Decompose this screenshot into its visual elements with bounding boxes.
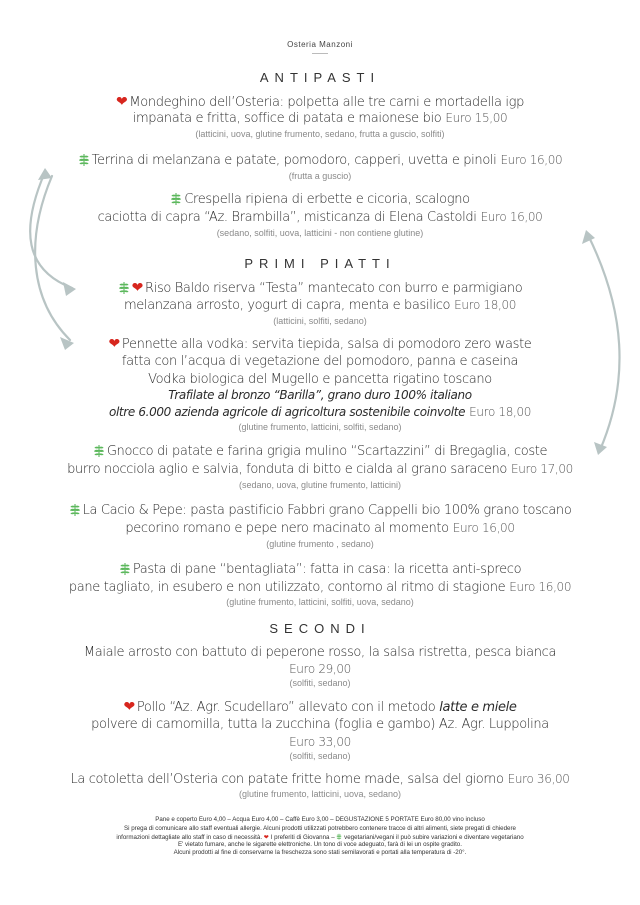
dish-text: Gnocco di patate e farina grigia mulino “Scartazzini” di Bregaglia, coste — [106, 444, 548, 459]
dish-text-italic: latte e miele — [439, 700, 517, 715]
antipasti-item1-line1 — [0, 94, 640, 110]
allergens: (frutta a guscio) — [288, 171, 352, 181]
dish-text: impanata e fritta, soffice di patata e maionese bio — [132, 111, 442, 126]
heart-icon: ❤ — [123, 699, 135, 715]
allergens: (latticini, solfiti, sedano) — [273, 316, 367, 326]
antipasti-item1-line2 — [0, 111, 640, 126]
dish-text: pane tagliato, in esubero e non utilizzato, contorno al ritmo di stagione — [68, 580, 506, 595]
dish-text: Mondeghino dell’Osteria: polpetta alle tre carni e mortadella igp — [129, 95, 524, 110]
leaf-icon — [78, 153, 90, 166]
allergens: (latticini, uova, glutine frumento, sedano, frutta a guscio, solfiti) — [195, 129, 445, 139]
secondi-item3-line1 — [0, 772, 640, 787]
dish-text: Crespella ripiena di erbette e cicoria, scalogno — [184, 192, 470, 207]
dish-text: La Cacio & Pepe: pasta pastificio Fabbri grano Cappelli bio 100% grano toscano — [82, 503, 572, 518]
primi-item2-line5 — [0, 405, 640, 419]
dish-text: Pollo “Az. Agr. Scudellaro” allevato con il metodo — [136, 700, 440, 715]
secondi-item2-line2 — [0, 717, 640, 732]
primi-item3-line2 — [0, 462, 640, 477]
primi-item3-line1 — [0, 444, 640, 459]
allergens: (glutine frumento , sedano) — [266, 539, 374, 549]
dish-text: caciotta di capra “Az. Brambilla”, misticanza di Elena Castoldi — [97, 210, 477, 225]
price: Euro 16,00 — [452, 521, 515, 535]
allergens: (sedano, uova, glutine frumento, latticini) — [238, 480, 402, 490]
primi-item2-line4 — [0, 388, 640, 402]
leaf-icon — [93, 444, 105, 457]
dish-text: melanzana arrosto, yogurt di capra, menta e basilico — [123, 298, 451, 313]
allergens: (solfiti, sedano) — [289, 678, 351, 688]
secondi-item1-line1 — [0, 645, 640, 660]
dish-text: Vodka biologica del Mugello e pancetta rigatino toscano — [148, 372, 492, 387]
allergens: (sedano, solfiti, uova, latticini - non contiene glutine) — [216, 228, 424, 238]
allergens: (solfiti, sedano) — [289, 751, 351, 761]
dish-text: burro nocciola aglio e salvia, fonduta di bitto e cialda al grano saraceno — [67, 462, 508, 477]
price: Euro 18,00 — [469, 405, 532, 419]
heart-icon: ❤ — [263, 834, 269, 841]
footer-line5: Alcuni prodotti al fine di conservarne la freschezza sono stati semilavorati e portati alla temperatura di -20°. — [173, 849, 467, 856]
price: Euro 16,00 — [509, 580, 572, 594]
leaf-icon — [118, 281, 130, 294]
price: Euro 33,00 — [289, 735, 351, 749]
allergens: (glutine frumento, latticini, uova, sedano) — [238, 789, 402, 799]
dish-text: Pennette alla vodka: servita tiepida, salsa di pomodoro zero waste — [121, 337, 532, 352]
heart-icon: ❤ — [131, 280, 144, 296]
price: Euro 16,00 — [480, 210, 543, 224]
section-title-primi: PRIMI PIATTI — [244, 256, 396, 271]
section-title-antipasti: ANTIPASTI — [259, 70, 381, 85]
primi-item2-line3 — [0, 372, 640, 387]
dish-text: oltre 6.000 azienda agricole di agricoltura sostenibile coinvolte — [108, 405, 466, 419]
restaurant-logo: Osteria Manzoni — [287, 40, 353, 49]
leaf-icon — [69, 503, 81, 516]
dish-text: Terrina di melanzana e patate, pomodoro, capperi, uvetta e pinoli — [91, 153, 497, 168]
footer-line4: E' vietato fumare, anche le sigarette elettroniche. Un tono di voce adeguato, farà di lei un ospite gradito. — [178, 841, 462, 848]
price: Euro 29,00 — [289, 662, 351, 676]
price: Euro 15,00 — [445, 111, 508, 125]
footer-line3 — [0, 833, 640, 841]
dish-text: polvere di camomilla, tutta la zucchina (foglia e gambo) Az. Agr. Luppolina — [91, 717, 549, 732]
allergens: (glutine frumento, latticini, solfiti, sedano) — [238, 422, 402, 432]
primi-item1-line1 — [0, 280, 640, 296]
secondi-item2-line1 — [0, 699, 640, 715]
heart-icon: ❤ — [116, 94, 128, 110]
primi-item2-line2 — [0, 354, 640, 369]
heart-icon: ❤ — [108, 336, 120, 352]
section-title-secondi: SECONDI — [269, 621, 371, 636]
leaf-icon — [170, 192, 182, 205]
allergens: (glutine frumento, latticini, solfiti, uova, sedano) — [226, 597, 414, 607]
dish-text: Riso Baldo riserva “Testa” mantecato con burro e parmigiano — [145, 281, 523, 296]
leaf-icon — [119, 562, 131, 575]
footer-text: vegetariani/vegani il può subire variazioni e diventare vegetariano — [342, 834, 524, 841]
dish-text: La cotoletta dell’Osteria con patate fritte home made, salsa del giorno — [70, 772, 504, 787]
footer-line1: Pane e coperto Euro 4,00 – Acqua Euro 4,00 – Caffè Euro 3,00 – DEGUSTAZIONE 5 PORTATE Euro 80,00 vino incluso — [155, 816, 485, 823]
price: Euro 16,00 — [500, 153, 563, 167]
antipasti-item2-line1 — [0, 153, 640, 168]
primi-item5-line2 — [0, 580, 640, 595]
primi-item2-line1 — [0, 336, 640, 352]
dish-text: Pasta di pane “bentagliata”: fatta in casa: la ricetta anti-spreco — [132, 562, 522, 577]
price: Euro 17,00 — [511, 462, 573, 476]
footer-text: I preferiti di Giovanna – — [268, 834, 337, 841]
primi-item4-line1 — [0, 503, 640, 518]
logo-underline — [312, 53, 328, 54]
antipasti-item3-line1 — [0, 192, 640, 207]
dish-text: Maiale arrosto con battuto di peperone rosso, la salsa ristretta, pesca bianca — [83, 645, 557, 660]
price: Euro 18,00 — [454, 298, 517, 312]
primi-item1-line2 — [0, 298, 640, 313]
footer-text: informazioni dettagliate allo staff in caso di necessità. — [116, 834, 264, 841]
antipasti-item3-line2 — [0, 210, 640, 225]
primi-item4-line2 — [0, 521, 640, 536]
price: Euro 36,00 — [507, 772, 570, 786]
dish-text: fatta con l’acqua di vegetazione del pomodoro, panna e caseina — [121, 354, 519, 369]
primi-item5-line1 — [0, 562, 640, 577]
footer-line2: Si prega di comunicare allo staff eventuali allergie. Alcuni prodotti utilizzati potrebbero contenere tracce di altri alimenti, siete pregati di chiedere — [124, 825, 516, 832]
dish-text: Trafilate al bronzo “Barilla”, grano duro 100% italiano — [168, 388, 472, 402]
dish-text: pecorino romano e pepe nero macinato al momento — [125, 521, 449, 536]
